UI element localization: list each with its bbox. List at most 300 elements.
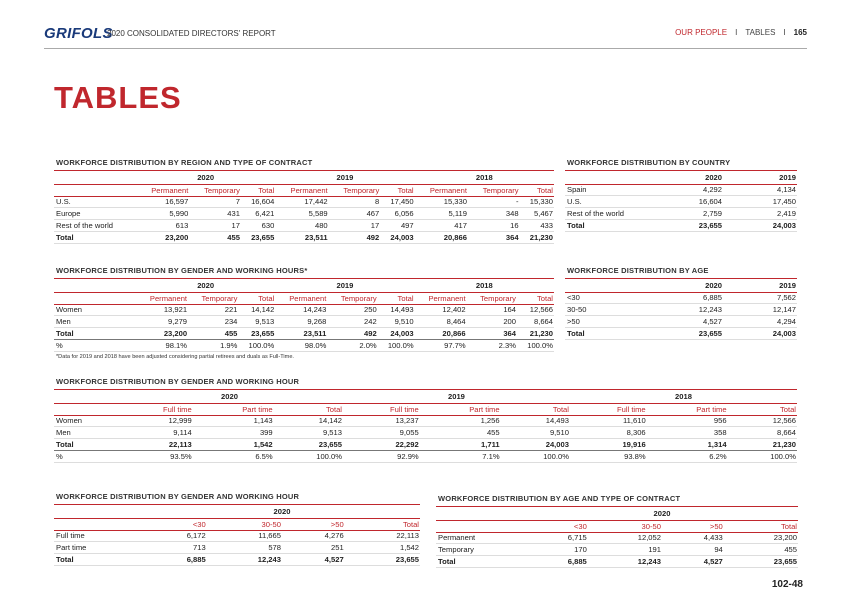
table-row [565,304,797,316]
table-cell: 5,589 [275,208,328,220]
column-header: Total [378,292,415,304]
table-row [54,415,797,427]
table-row [54,427,797,439]
table-cell: 8,664 [728,427,797,439]
year-header: 2019 [723,171,797,184]
gender-hours-table-block [54,265,554,360]
blank-cell [565,171,649,184]
table-cell: 24,003 [723,219,797,231]
table-cell: 17,442 [275,196,328,208]
table-cell: 5,467 [520,208,554,220]
row-label: Permanent [436,532,526,544]
table-cell: 93.5% [116,450,193,462]
table-cell: 100.0% [274,450,343,462]
table-cell: 251 [282,542,345,554]
table-cell: 1,542 [345,542,420,554]
table-cell: 21,230 [728,439,797,451]
table-cell: 9,510 [501,427,570,439]
table-row [436,556,798,568]
column-header: Permanent [275,292,327,304]
table-cell: 9,513 [238,316,275,328]
row-label: Women [54,415,116,427]
column-header: Part time [647,403,728,415]
country-table [565,171,797,232]
table-cell: 1,256 [420,415,501,427]
column-header: Permanent [136,292,188,304]
column-header-row [54,184,554,196]
column-header: Total [728,403,797,415]
table-row [54,530,420,542]
column-header: Full time [343,403,420,415]
table-cell: 23,655 [724,556,798,568]
column-header: Total [238,292,275,304]
table-cell: 100.0% [378,339,415,351]
row-label: U.S. [565,196,649,208]
table-cell: 497 [380,220,414,232]
table-row [436,532,798,544]
column-header: Permanent [275,184,328,196]
table-cell: 6,172 [144,530,207,542]
table-cell: 4,527 [282,554,345,566]
table-cell: 12,243 [588,556,662,568]
table-cell: 22,113 [116,439,193,451]
report-title: 2020 CONSOLIDATED DIRECTORS' REPORT [107,29,276,38]
table-row [54,554,420,566]
row-label: Europe [54,208,136,220]
row-label: Rest of the world [565,208,649,220]
table-cell: 93.8% [570,450,647,462]
row-label: Total [54,231,136,243]
table-cell: 23,655 [649,327,723,339]
table-cell: 16 [468,220,520,232]
table-cell: 200 [467,316,517,328]
column-header: <30 [526,520,588,532]
row-label: % [54,339,136,351]
table-cell: 242 [327,316,377,328]
table-cell: 4,134 [723,184,797,196]
table-cell: 97.7% [415,339,467,351]
row-label: % [54,450,116,462]
table-cell: 1.9% [188,339,238,351]
column-header-row [436,520,798,532]
table-cell: 12,243 [649,304,723,316]
table-cell: 455 [188,328,238,340]
table-cell: 191 [588,544,662,556]
year-header-row [54,390,797,403]
table-cell: 467 [329,208,381,220]
table-cell: - [468,196,520,208]
table-cell: 12,147 [723,304,797,316]
row-label: Total [565,219,649,231]
table-cell: 1,711 [420,439,501,451]
row-label: Men [54,427,116,439]
table-row [565,316,797,328]
table-cell: 16,604 [241,196,275,208]
table-cell: 492 [329,231,381,243]
table-cell: 170 [526,544,588,556]
row-label: Part time [54,542,144,554]
table-cell: 23,655 [345,554,420,566]
gender-hours-table [54,279,554,352]
table-title: WORKFORCE DISTRIBUTION BY REGION AND TYPE OF CONTRACT [54,157,554,171]
table-cell: 7.1% [420,450,501,462]
table-cell: 713 [144,542,207,554]
table-cell: 1,314 [647,439,728,451]
table-cell: 4,276 [282,530,345,542]
table-cell: 11,665 [207,530,282,542]
table-cell: 94 [662,544,724,556]
footer-page-code: 102-48 [771,579,803,590]
column-header: Total [274,403,343,415]
column-header: 30-50 [207,518,282,530]
blank-cell [54,184,136,196]
column-header: Full time [116,403,193,415]
page-number: 165 [793,28,807,37]
table-cell: 15,330 [520,196,554,208]
table-cell: 4,527 [662,556,724,568]
table-cell: 20,866 [415,328,467,340]
table-cell: 12,999 [116,415,193,427]
table-cell: 6.2% [647,450,728,462]
table-cell: 13,921 [136,304,188,316]
table-row [565,208,797,220]
table-row [436,544,798,556]
table-cell: 2,759 [649,208,723,220]
row-label: Total [54,554,144,566]
table-cell: 8,464 [415,316,467,328]
column-header: Total [517,292,554,304]
age-contract-table-block [436,493,798,568]
column-header: Permanent [415,292,467,304]
table-cell: 234 [188,316,238,328]
column-header-row [54,403,797,415]
row-label: Rest of the world [54,220,136,232]
table-cell: 24,003 [501,439,570,451]
table-title: WORKFORCE DISTRIBUTION BY GENDER AND WORKING HOURS* [54,265,554,279]
row-label: Temporary [436,544,526,556]
table-cell: 24,003 [378,328,415,340]
table-cell: 455 [724,544,798,556]
table-cell: 23,200 [136,231,189,243]
column-header: Temporary [189,184,241,196]
table-footnote: *Data for 2019 and 2018 have been adjusted considering partial retirees and duals as Full-Time. [56,353,294,360]
table-cell: 100.0% [728,450,797,462]
table-cell: 8,664 [517,316,554,328]
year-header-row [54,279,554,292]
year-header: 2019 [723,279,797,292]
column-header-row [54,292,554,304]
row-label: Total [436,556,526,568]
table-cell: 16,604 [649,196,723,208]
blank-cell [54,171,136,184]
hour-age-table [54,505,420,566]
row-label: <30 [565,292,649,304]
table-cell: 23,200 [724,532,798,544]
table-cell: 17,450 [380,196,414,208]
table-title: WORKFORCE DISTRIBUTION BY GENDER AND WORKING HOUR [54,491,420,505]
table-cell: 6,885 [526,556,588,568]
table-cell: 431 [189,208,241,220]
year-header: 2018 [415,279,554,292]
table-cell: 455 [420,427,501,439]
table-row [565,196,797,208]
table-cell: 358 [647,427,728,439]
table-cell: 417 [415,220,468,232]
table-cell: 17 [189,220,241,232]
table-cell: 455 [189,231,241,243]
year-header: 2020 [136,171,275,184]
year-header: 2020 [649,171,723,184]
table-row [54,220,554,232]
row-label: U.S. [54,196,136,208]
country-table-block [565,157,797,232]
table-cell: 15,330 [415,196,468,208]
table-cell: 23,655 [241,231,275,243]
table-cell: 24,003 [380,231,414,243]
column-header: Total [345,518,420,530]
column-header: 30-50 [588,520,662,532]
table-cell: 21,230 [517,328,554,340]
year-header: 2018 [415,171,554,184]
table-cell: 12,052 [588,532,662,544]
year-header: 2020 [116,390,343,403]
table-cell: 17,450 [723,196,797,208]
table-cell: 630 [241,220,275,232]
row-label: 30-50 [565,304,649,316]
table-cell: 100.0% [238,339,275,351]
table-cell: 364 [467,328,517,340]
table-row [54,339,554,351]
table-cell: 16,597 [136,196,189,208]
table-cell: 221 [188,304,238,316]
row-label: Women [54,304,136,316]
table-cell: 7 [189,196,241,208]
table-row [565,184,797,196]
table-cell: 1,143 [193,415,274,427]
column-header: Temporary [329,184,381,196]
year-header: 2020 [144,505,420,518]
table-cell: 4,527 [649,316,723,328]
table-cell: 17 [329,220,381,232]
column-header: Total [241,184,275,196]
table-cell: 2,419 [723,208,797,220]
table-cell: 364 [468,231,520,243]
region-contract-table-block [54,157,554,244]
column-header: Total [520,184,554,196]
column-header: Temporary [188,292,238,304]
column-header: >50 [662,520,724,532]
year-header-row [565,171,797,184]
column-header: Total [380,184,414,196]
table-cell: 23,511 [275,328,327,340]
blank-cell [54,518,144,530]
table-cell: 23,655 [649,219,723,231]
table-title: WORKFORCE DISTRIBUTION BY AGE [565,265,797,279]
table-cell: 9,268 [275,316,327,328]
table-cell: 8 [329,196,381,208]
row-label: Men [54,316,136,328]
table-cell: 14,142 [274,415,343,427]
column-header: Permanent [136,184,189,196]
table-cell: 23,511 [275,231,328,243]
row-label: Total [565,327,649,339]
table-cell: 348 [468,208,520,220]
table-cell: 6,715 [526,532,588,544]
table-cell: 19,916 [570,439,647,451]
year-header: 2019 [275,279,414,292]
row-label: Spain [565,184,649,196]
table-row [54,316,554,328]
table-cell: 578 [207,542,282,554]
blank-cell [54,279,136,292]
table-cell: 956 [647,415,728,427]
column-header: Permanent [415,184,468,196]
blank-cell [54,292,136,304]
table-cell: 492 [327,328,377,340]
table-cell: 23,655 [238,328,275,340]
hour-age-table-block [54,491,420,566]
column-header: Part time [193,403,274,415]
year-header: 2020 [136,279,275,292]
column-header: Total [724,520,798,532]
table-cell: 13,237 [343,415,420,427]
table-cell: 22,113 [345,530,420,542]
table-title: WORKFORCE DISTRIBUTION BY GENDER AND WORKING HOUR [54,376,797,390]
column-header-row [54,518,420,530]
breadcrumb-separator: I [735,28,738,37]
age-table [565,279,797,340]
grifols-logo: GRIFOLS [44,25,113,42]
blank-cell [436,520,526,532]
year-header: 2020 [526,507,798,520]
page-title: TABLES [54,80,182,115]
table-cell: 6,056 [380,208,414,220]
table-row [54,542,420,554]
table-cell: 20,866 [415,231,468,243]
gender-hour-table [54,390,797,463]
table-cell: 9,510 [378,316,415,328]
blank-cell [54,390,116,403]
year-header-row [565,279,797,292]
table-row [54,304,554,316]
table-cell: 4,292 [649,184,723,196]
table-cell: 11,610 [570,415,647,427]
table-cell: 250 [327,304,377,316]
table-row [54,450,797,462]
table-cell: 100.0% [517,339,554,351]
table-cell: 14,142 [238,304,275,316]
table-cell: 14,243 [275,304,327,316]
table-cell: 92.9% [343,450,420,462]
table-cell: 1,542 [193,439,274,451]
column-header: Temporary [468,184,520,196]
blank-cell [54,505,144,518]
table-cell: 164 [467,304,517,316]
breadcrumb-tables[interactable]: TABLES [745,28,776,37]
table-cell: 6,421 [241,208,275,220]
table-cell: 14,493 [501,415,570,427]
table-cell: 5,119 [415,208,468,220]
table-cell: 22,292 [343,439,420,451]
table-cell: 2.3% [467,339,517,351]
table-title: WORKFORCE DISTRIBUTION BY COUNTRY [565,157,797,171]
table-row [54,196,554,208]
blank-cell [54,403,116,415]
table-cell: 21,230 [520,231,554,243]
header-divider [44,48,807,49]
table-cell: 23,200 [136,328,188,340]
blank-cell [436,507,526,520]
table-cell: 6.5% [193,450,274,462]
year-header-row [54,505,420,518]
breadcrumb-our-people[interactable]: OUR PEOPLE [675,28,728,37]
table-cell: 7,562 [723,292,797,304]
table-cell: 98.1% [136,339,188,351]
table-cell: 4,433 [662,532,724,544]
table-cell: 12,243 [207,554,282,566]
table-cell: 613 [136,220,189,232]
year-header-row [436,507,798,520]
table-cell: 14,493 [378,304,415,316]
table-cell: 9,513 [274,427,343,439]
table-cell: 399 [193,427,274,439]
table-cell: 23,655 [274,439,343,451]
table-cell: 12,566 [728,415,797,427]
column-header: Part time [420,403,501,415]
row-label: Total [54,439,116,451]
table-cell: 9,114 [116,427,193,439]
row-label: >50 [565,316,649,328]
header-breadcrumb [675,28,807,37]
column-header: Temporary [467,292,517,304]
table-cell: 433 [520,220,554,232]
table-row [54,208,554,220]
age-contract-table [436,507,798,568]
table-cell: 6,885 [649,292,723,304]
row-label: Total [54,328,136,340]
table-cell: 9,279 [136,316,188,328]
column-header: Full time [570,403,647,415]
column-header: >50 [282,518,345,530]
column-header: Total [501,403,570,415]
table-cell: 12,402 [415,304,467,316]
table-row [54,439,797,451]
table-cell: 100.0% [501,450,570,462]
blank-cell [565,279,649,292]
table-row [565,219,797,231]
year-header: 2018 [570,390,797,403]
year-header: 2019 [343,390,570,403]
table-cell: 480 [275,220,328,232]
table-row [565,327,797,339]
table-cell: 24,003 [723,327,797,339]
row-label: Full time [54,530,144,542]
breadcrumb-separator: I [783,28,786,37]
table-cell: 98.0% [275,339,327,351]
table-title: WORKFORCE DISTRIBUTION BY AGE AND TYPE OF CONTRACT [436,493,798,507]
table-cell: 4,294 [723,316,797,328]
year-header: 2020 [649,279,723,292]
year-header: 2019 [275,171,414,184]
table-cell: 8,306 [570,427,647,439]
table-cell: 12,566 [517,304,554,316]
table-row [565,292,797,304]
table-row [54,328,554,340]
region-contract-table [54,171,554,244]
table-cell: 5,990 [136,208,189,220]
gender-hour-table-block [54,376,797,463]
age-table-block [565,265,797,340]
